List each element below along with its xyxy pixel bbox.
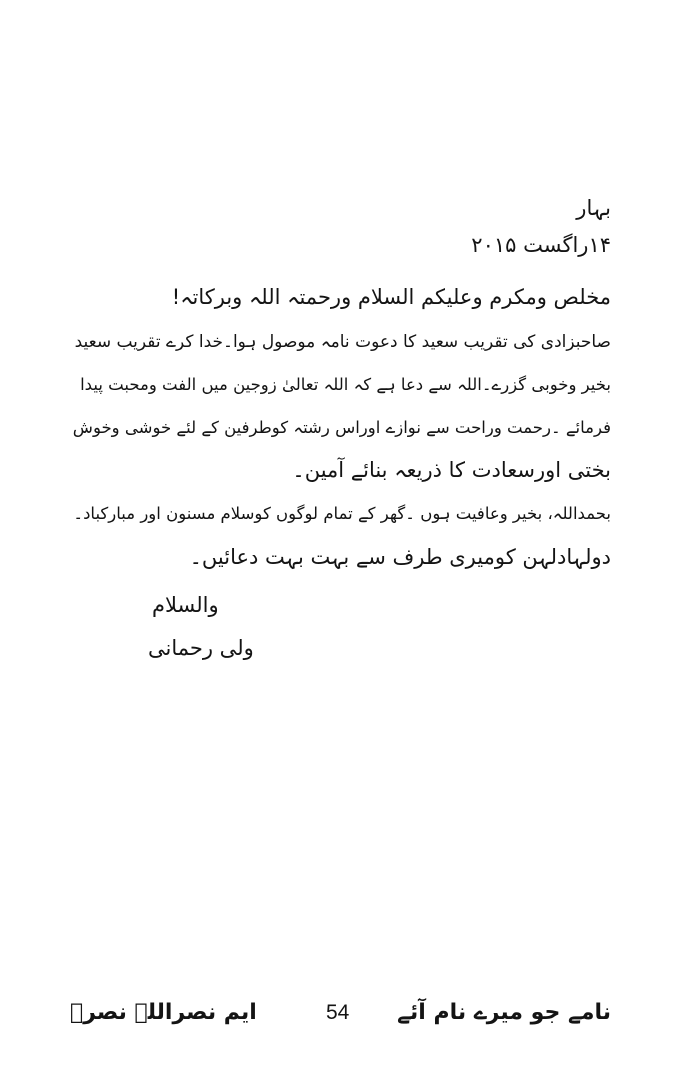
letter-salutation: مخلص ومکرم وعلیکم السلام ورحمتہ اللہ وبرکاتہ! — [171, 285, 611, 309]
letter-body-line: صاحبزادی کی تقریب سعید کا دعوت نامہ موصول ہوا۔خدا کرے تقریب سعید — [74, 332, 611, 352]
footer-book-title: نامے جو میرے نام آئے — [397, 1000, 611, 1025]
page-footer — [0, 995, 681, 1035]
letter-signature: ولی رحمانی — [148, 636, 254, 660]
letter-body-line: بخیر وخوبی گزرے۔اللہ سے دعا ہے کہ اللہ تعالیٰ زوجین میں الفت ومحبت پیدا — [80, 375, 611, 394]
letter-body-line: فرمائے ۔رحمت وراحت سے نوازے اوراس رشتہ کوطرفین کے لئے خوشی وخوش — [72, 418, 611, 437]
page-number: 54 — [326, 1001, 350, 1024]
letter-place: بہار — [576, 196, 611, 220]
footer-author: ایم نصراللہ نصرؔ — [70, 1000, 257, 1025]
letter-date: ۱۴راگست ۲۰۱۵ — [471, 233, 611, 257]
letter-body-line: دولہادلہن کومیری طرف سے بہت بہت دعائیں۔ — [189, 545, 611, 569]
letter-closing: والسلام — [152, 593, 219, 617]
letter-body-line: بختی اورسعادت کا ذریعہ بنائے آمین۔ — [292, 458, 611, 482]
letter-body-line: بحمداللہ، بخیر وعافیت ہوں ۔گھر کے تمام لوگوں کوسلام مسنون اور مبارکباد۔ — [73, 504, 611, 523]
